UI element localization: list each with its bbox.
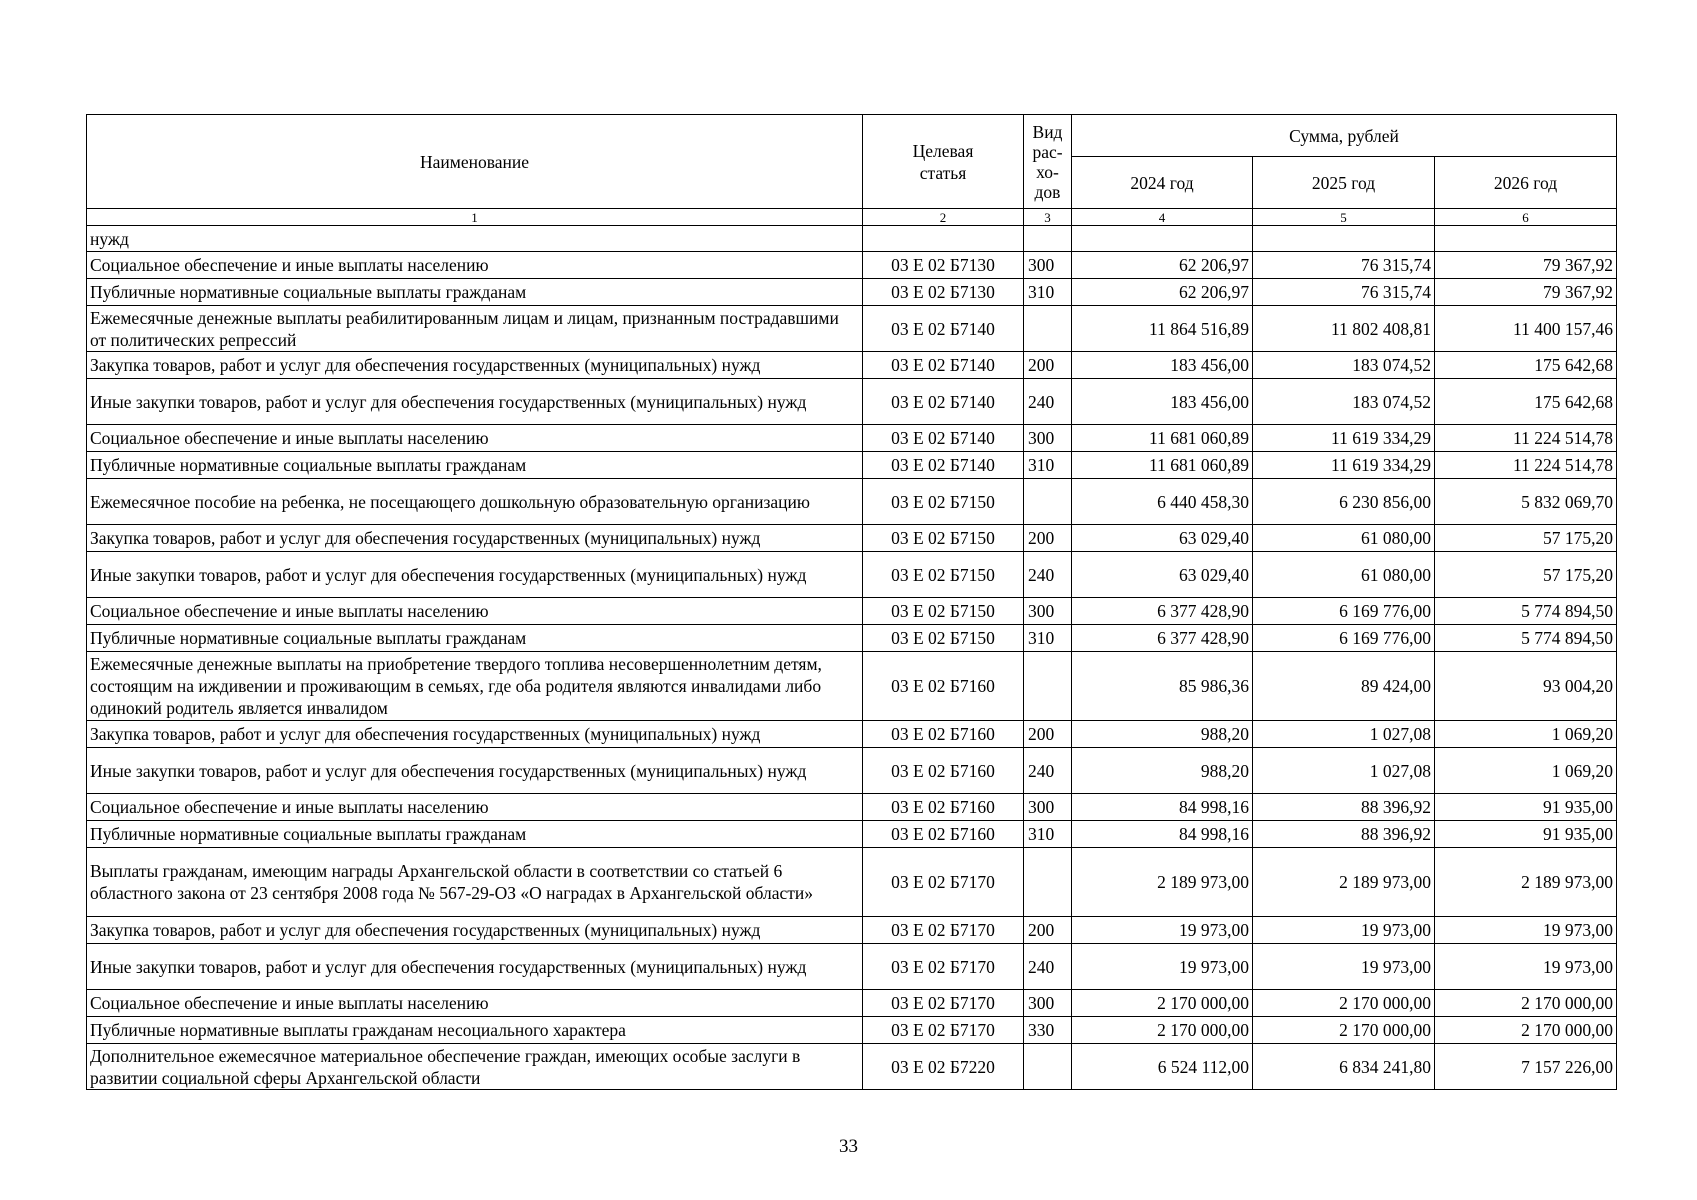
row-amount-2024: 988,20 — [1072, 721, 1253, 748]
table-row — [87, 1044, 1617, 1090]
row-amount-2025: 2 189 973,00 — [1253, 848, 1435, 917]
row-expense-kind: 240 — [1024, 748, 1072, 794]
table-row — [87, 598, 1617, 625]
table-row — [87, 917, 1617, 944]
row-expense-kind: 240 — [1024, 944, 1072, 990]
row-amount-2025: 19 973,00 — [1253, 944, 1435, 990]
row-amount-2026: 79 367,92 — [1435, 279, 1617, 306]
row-name: Социальное обеспечение и иные выплаты населению — [87, 425, 863, 452]
row-target-article: 03 Е 02 Б7170 — [863, 848, 1024, 917]
row-amount-2026: 93 004,20 — [1435, 652, 1617, 721]
header-year-2025: 2025 год — [1253, 157, 1435, 209]
row-target-article: 03 Е 02 Б7150 — [863, 525, 1024, 552]
row-amount-2026: 79 367,92 — [1435, 252, 1617, 279]
table-row — [87, 625, 1617, 652]
row-amount-2025: 61 080,00 — [1253, 525, 1435, 552]
row-expense-kind — [1024, 1044, 1072, 1090]
row-amount-2024: 19 973,00 — [1072, 917, 1253, 944]
row-name: Иные закупки товаров, работ и услуг для обеспечения государственных (муниципальных) нужд — [87, 379, 863, 425]
row-amount-2024: 988,20 — [1072, 748, 1253, 794]
header-target-line-1: Целевая — [912, 140, 974, 161]
row-amount-2024: 62 206,97 — [1072, 252, 1253, 279]
row-amount-2024: 11 681 060,89 — [1072, 425, 1253, 452]
row-amount-2025: 2 170 000,00 — [1253, 990, 1435, 1017]
row-amount-2025: 61 080,00 — [1253, 552, 1435, 598]
row-amount-2026 — [1435, 226, 1617, 252]
header-name: Наименование — [87, 115, 863, 209]
row-amount-2024: 6 524 112,00 — [1072, 1044, 1253, 1090]
row-amount-2025: 11 619 334,29 — [1253, 452, 1435, 479]
row-name: Ежемесячные денежные выплаты на приобретение твердого топлива несовершеннолетним детям, состоящим на иждивении и проживающим в семьях, где оба родителя являются инвалидами либо одинокий родитель является инвалидом — [87, 652, 863, 721]
row-name: Иные закупки товаров, работ и услуг для обеспечения государственных (муниципальных) нужд — [87, 748, 863, 794]
row-amount-2026: 2 170 000,00 — [1435, 990, 1617, 1017]
row-amount-2024: 2 170 000,00 — [1072, 990, 1253, 1017]
row-expense-kind — [1024, 652, 1072, 721]
table-row — [87, 452, 1617, 479]
header-target-article — [863, 115, 1024, 209]
row-target-article: 03 Е 02 Б7160 — [863, 748, 1024, 794]
row-expense-kind — [1024, 226, 1072, 252]
row-amount-2026: 11 400 157,46 — [1435, 306, 1617, 352]
row-amount-2026: 5 832 069,70 — [1435, 479, 1617, 525]
row-target-article: 03 Е 02 Б7140 — [863, 352, 1024, 379]
header-target-line-2: статья — [919, 162, 967, 183]
row-expense-kind: 240 — [1024, 552, 1072, 598]
row-amount-2026: 175 642,68 — [1435, 352, 1617, 379]
table-row — [87, 525, 1617, 552]
row-expense-kind: 200 — [1024, 721, 1072, 748]
row-expense-kind: 310 — [1024, 821, 1072, 848]
row-target-article: 03 Е 02 Б7140 — [863, 379, 1024, 425]
row-amount-2024: 84 998,16 — [1072, 821, 1253, 848]
row-expense-kind: 310 — [1024, 625, 1072, 652]
row-name: Публичные нормативные социальные выплаты гражданам — [87, 625, 863, 652]
row-name: Социальное обеспечение и иные выплаты населению — [87, 990, 863, 1017]
table-row — [87, 794, 1617, 821]
row-expense-kind: 300 — [1024, 425, 1072, 452]
budget-table — [86, 114, 1617, 1090]
row-expense-kind: 200 — [1024, 525, 1072, 552]
column-number: 6 — [1435, 209, 1617, 226]
table-row — [87, 1017, 1617, 1044]
row-amount-2025 — [1253, 226, 1435, 252]
row-amount-2024: 6 440 458,30 — [1072, 479, 1253, 525]
table-row — [87, 226, 1617, 252]
row-amount-2026: 91 935,00 — [1435, 794, 1617, 821]
table-row — [87, 748, 1617, 794]
table-row — [87, 352, 1617, 379]
row-target-article: 03 Е 02 Б7160 — [863, 721, 1024, 748]
row-amount-2025: 88 396,92 — [1253, 794, 1435, 821]
table-row — [87, 652, 1617, 721]
table-header — [87, 115, 1617, 226]
row-expense-kind: 300 — [1024, 598, 1072, 625]
row-amount-2024: 6 377 428,90 — [1072, 625, 1253, 652]
row-target-article: 03 Е 02 Б7150 — [863, 598, 1024, 625]
row-expense-kind — [1024, 848, 1072, 917]
row-name: Выплаты гражданам, имеющим награды Архангельской области в соответствии со статьей 6 областного закона от 23 сентября 2008 года № 567-29-ОЗ «О наградах в Архангельской области» — [87, 848, 863, 917]
row-amount-2026: 175 642,68 — [1435, 379, 1617, 425]
row-name: Закупка товаров, работ и услуг для обеспечения государственных (муниципальных) нужд — [87, 721, 863, 748]
row-amount-2026: 2 189 973,00 — [1435, 848, 1617, 917]
row-target-article: 03 Е 02 Б7170 — [863, 990, 1024, 1017]
row-target-article: 03 Е 02 Б7160 — [863, 794, 1024, 821]
header-kind-line-2: рас- — [1032, 141, 1063, 162]
row-name: Иные закупки товаров, работ и услуг для обеспечения государственных (муниципальных) нужд — [87, 552, 863, 598]
row-amount-2026: 1 069,20 — [1435, 748, 1617, 794]
row-expense-kind: 300 — [1024, 990, 1072, 1017]
row-name: Публичные нормативные социальные выплаты гражданам — [87, 279, 863, 306]
row-amount-2026: 19 973,00 — [1435, 917, 1617, 944]
header-year-2026: 2026 год — [1435, 157, 1617, 209]
row-amount-2025: 19 973,00 — [1253, 917, 1435, 944]
row-target-article: 03 Е 02 Б7170 — [863, 917, 1024, 944]
row-amount-2024: 63 029,40 — [1072, 552, 1253, 598]
row-amount-2025: 11 619 334,29 — [1253, 425, 1435, 452]
row-name: Ежемесячные денежные выплаты реабилитированным лицам и лицам, признанным пострадавшими от политических репрессий — [87, 306, 863, 352]
row-name: Публичные нормативные выплаты гражданам несоциального характера — [87, 1017, 863, 1044]
row-name: Закупка товаров, работ и услуг для обеспечения государственных (муниципальных) нужд — [87, 525, 863, 552]
row-name: Закупка товаров, работ и услуг для обеспечения государственных (муниципальных) нужд — [87, 917, 863, 944]
row-target-article: 03 Е 02 Б7140 — [863, 425, 1024, 452]
table-row — [87, 944, 1617, 990]
row-amount-2026: 57 175,20 — [1435, 552, 1617, 598]
table-body — [87, 226, 1617, 1090]
row-target-article: 03 Е 02 Б7170 — [863, 944, 1024, 990]
row-amount-2024: 11 681 060,89 — [1072, 452, 1253, 479]
row-amount-2026: 2 170 000,00 — [1435, 1017, 1617, 1044]
table-row — [87, 306, 1617, 352]
row-name: Закупка товаров, работ и услуг для обеспечения государственных (муниципальных) нужд — [87, 352, 863, 379]
row-name: Социальное обеспечение и иные выплаты населению — [87, 794, 863, 821]
row-amount-2024: 84 998,16 — [1072, 794, 1253, 821]
row-amount-2025: 1 027,08 — [1253, 748, 1435, 794]
table-row — [87, 990, 1617, 1017]
row-amount-2025: 89 424,00 — [1253, 652, 1435, 721]
header-year-2024: 2024 год — [1072, 157, 1253, 209]
row-name: Дополнительное ежемесячное материальное обеспечение граждан, имеющих особые заслуги в развитии социальной сферы Архангельской области — [87, 1044, 863, 1090]
column-number: 4 — [1072, 209, 1253, 226]
table-row — [87, 479, 1617, 525]
row-amount-2024 — [1072, 226, 1253, 252]
row-expense-kind: 310 — [1024, 279, 1072, 306]
row-amount-2024: 11 864 516,89 — [1072, 306, 1253, 352]
row-amount-2026: 5 774 894,50 — [1435, 598, 1617, 625]
row-expense-kind: 200 — [1024, 917, 1072, 944]
row-expense-kind: 300 — [1024, 252, 1072, 279]
row-amount-2026: 7 157 226,00 — [1435, 1044, 1617, 1090]
row-expense-kind — [1024, 479, 1072, 525]
row-name: Социальное обеспечение и иные выплаты населению — [87, 598, 863, 625]
row-amount-2024: 2 170 000,00 — [1072, 1017, 1253, 1044]
row-target-article: 03 Е 02 Б7130 — [863, 252, 1024, 279]
row-target-article: 03 Е 02 Б7150 — [863, 625, 1024, 652]
table-row — [87, 552, 1617, 598]
row-expense-kind — [1024, 306, 1072, 352]
table-row — [87, 848, 1617, 917]
header-expense-kind — [1024, 115, 1072, 209]
row-name: Иные закупки товаров, работ и услуг для обеспечения государственных (муниципальных) нужд — [87, 944, 863, 990]
row-name: Публичные нормативные социальные выплаты гражданам — [87, 452, 863, 479]
row-amount-2025: 183 074,52 — [1253, 379, 1435, 425]
table-row — [87, 252, 1617, 279]
row-name: Ежемесячное пособие на ребенка, не посещающего дошкольную образовательную организацию — [87, 479, 863, 525]
row-amount-2024: 183 456,00 — [1072, 352, 1253, 379]
row-amount-2024: 2 189 973,00 — [1072, 848, 1253, 917]
row-expense-kind: 240 — [1024, 379, 1072, 425]
row-amount-2024: 183 456,00 — [1072, 379, 1253, 425]
row-target-article: 03 Е 02 Б7140 — [863, 306, 1024, 352]
row-amount-2025: 1 027,08 — [1253, 721, 1435, 748]
row-target-article: 03 Е 02 Б7150 — [863, 552, 1024, 598]
row-name: Публичные нормативные социальные выплаты гражданам — [87, 821, 863, 848]
row-amount-2025: 6 834 241,80 — [1253, 1044, 1435, 1090]
row-amount-2025: 6 169 776,00 — [1253, 625, 1435, 652]
row-target-article: 03 Е 02 Б7170 — [863, 1017, 1024, 1044]
row-expense-kind: 330 — [1024, 1017, 1072, 1044]
row-expense-kind: 200 — [1024, 352, 1072, 379]
row-amount-2025: 88 396,92 — [1253, 821, 1435, 848]
row-target-article — [863, 226, 1024, 252]
row-amount-2026: 11 224 514,78 — [1435, 452, 1617, 479]
row-amount-2025: 6 169 776,00 — [1253, 598, 1435, 625]
row-amount-2024: 62 206,97 — [1072, 279, 1253, 306]
row-expense-kind: 310 — [1024, 452, 1072, 479]
row-amount-2026: 57 175,20 — [1435, 525, 1617, 552]
row-target-article: 03 Е 02 Б7150 — [863, 479, 1024, 525]
row-target-article: 03 Е 02 Б7220 — [863, 1044, 1024, 1090]
row-amount-2026: 11 224 514,78 — [1435, 425, 1617, 452]
row-amount-2024: 6 377 428,90 — [1072, 598, 1253, 625]
row-amount-2025: 6 230 856,00 — [1253, 479, 1435, 525]
row-amount-2026: 5 774 894,50 — [1435, 625, 1617, 652]
header-kind-line-3: хо- — [1036, 161, 1059, 182]
row-amount-2025: 11 802 408,81 — [1253, 306, 1435, 352]
column-number-row — [87, 209, 1617, 226]
table-row — [87, 279, 1617, 306]
header-sum: Сумма, рублей — [1072, 115, 1617, 157]
row-amount-2025: 2 170 000,00 — [1253, 1017, 1435, 1044]
row-amount-2024: 19 973,00 — [1072, 944, 1253, 990]
row-expense-kind: 300 — [1024, 794, 1072, 821]
table-row — [87, 821, 1617, 848]
row-name: нужд — [87, 226, 863, 252]
table-row — [87, 379, 1617, 425]
row-amount-2026: 91 935,00 — [1435, 821, 1617, 848]
row-target-article: 03 Е 02 Б7140 — [863, 452, 1024, 479]
row-amount-2026: 1 069,20 — [1435, 721, 1617, 748]
row-amount-2026: 19 973,00 — [1435, 944, 1617, 990]
column-number: 5 — [1253, 209, 1435, 226]
row-name: Социальное обеспечение и иные выплаты населению — [87, 252, 863, 279]
column-number: 1 — [87, 209, 863, 226]
row-target-article: 03 Е 02 Б7160 — [863, 652, 1024, 721]
row-amount-2024: 85 986,36 — [1072, 652, 1253, 721]
row-amount-2025: 76 315,74 — [1253, 279, 1435, 306]
table-row — [87, 425, 1617, 452]
row-amount-2025: 183 074,52 — [1253, 352, 1435, 379]
row-amount-2024: 63 029,40 — [1072, 525, 1253, 552]
page-number: 33 — [839, 1136, 858, 1157]
row-target-article: 03 Е 02 Б7130 — [863, 279, 1024, 306]
column-number: 3 — [1024, 209, 1072, 226]
column-number: 2 — [863, 209, 1024, 226]
row-amount-2025: 76 315,74 — [1253, 252, 1435, 279]
header-kind-line-1: Вид — [1032, 121, 1063, 142]
header-kind-line-4: дов — [1034, 181, 1061, 202]
table-row — [87, 721, 1617, 748]
row-target-article: 03 Е 02 Б7160 — [863, 821, 1024, 848]
